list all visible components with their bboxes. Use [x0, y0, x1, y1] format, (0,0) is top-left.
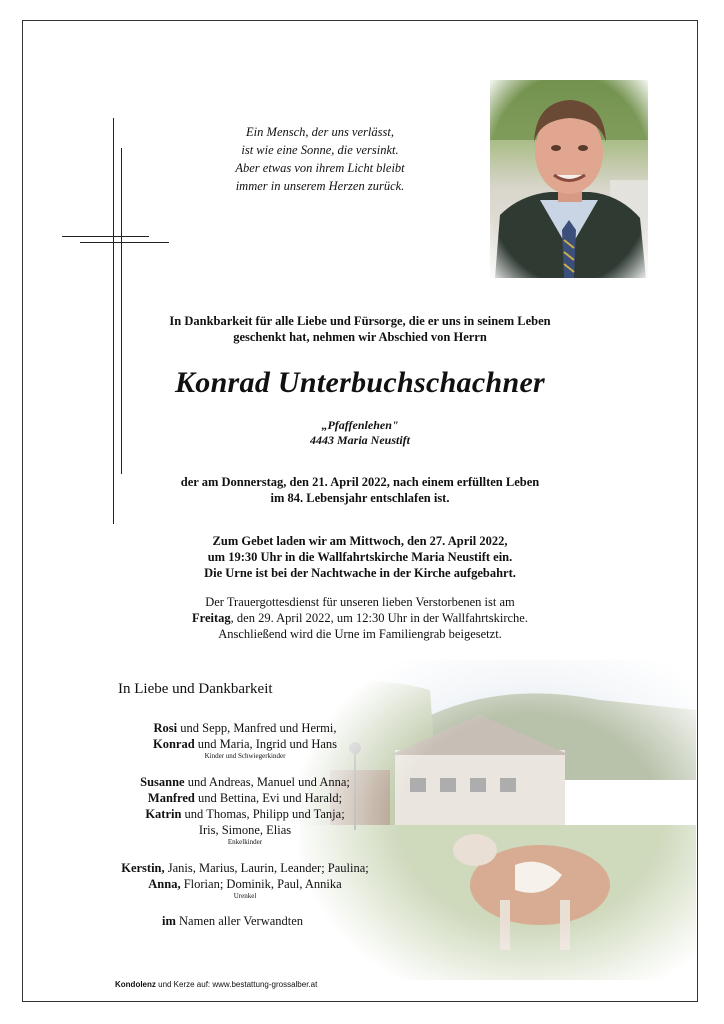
family-line: Susanne und Andreas, Manuel und Anna;	[140, 775, 350, 789]
farm-name: „Pfaffenlehen"	[321, 418, 399, 432]
deceased-name: Konrad Unterbuchschachner	[174, 366, 546, 399]
death-line: der am Donnerstag, den 21. April 2022, nach einem erfüllten Leben	[180, 475, 540, 489]
memorial-quote	[210, 123, 430, 195]
family-line: Manfred und Bettina, Evi und Harald;	[147, 791, 343, 805]
intro-line: geschenkt hat, nehmen wir Abschied von Herrn	[233, 330, 487, 344]
death-line: im 84. Lebensjahr entschlafen ist.	[270, 491, 450, 505]
family-line: Anna, Florian; Dominik, Paul, Annika	[148, 877, 342, 891]
quote-line: immer in unserem Herzen zurück.	[235, 179, 405, 193]
family-group-great-grandchildren	[100, 860, 390, 901]
mourners-heading: In Liebe und Dankbarkeit	[118, 681, 273, 697]
relation-label: Kinder und Schwiegerkinder	[204, 752, 286, 760]
quote-line: ist wie eine Sonne, die versinkt.	[241, 143, 399, 157]
family-group-grandchildren	[100, 774, 390, 847]
family-line: Rosi und Sepp, Manfred und Hermi,	[153, 721, 337, 735]
service-line: Freitag, den 29. April 2022, um 12:30 Uhr in der Wallfahrtskirche.	[192, 611, 528, 625]
deceased-address	[260, 418, 460, 448]
quote-line: Ein Mensch, der uns verlässt,	[246, 125, 394, 139]
relation-label: Enkelkinder	[227, 838, 263, 846]
prayer-line: Zum Gebet laden wir am Mittwoch, den 27. April 2022,	[212, 534, 508, 548]
intro-text	[150, 313, 570, 345]
family-line: Kerstin, Janis, Marius, Laurin, Leander; Paulina;	[121, 861, 369, 875]
closing-line: im Namen aller Verwandten	[162, 914, 304, 928]
death-notice	[150, 474, 570, 506]
family-line: Konrad und Maria, Ingrid und Hans	[152, 737, 338, 751]
portrait-photo	[490, 80, 648, 278]
condolence-footer: Kondolenz und Kerze auf: www.bestattung-grossalber.at	[115, 980, 318, 989]
prayer-line: um 19:30 Uhr in die Wallfahrtskirche Maria Neustift ein.	[207, 550, 513, 564]
service-line: Anschließend wird die Urne im Familiengrab beigesetzt.	[218, 627, 502, 641]
place-name: 4443 Maria Neustift	[309, 433, 410, 447]
quote-line: Aber etwas von ihrem Licht bleibt	[235, 161, 405, 175]
funeral-service-notice	[150, 594, 570, 642]
family-line: Iris, Simone, Elias	[198, 823, 292, 837]
intro-line: In Dankbarkeit für alle Liebe und Fürsorge, die er uns in seinem Leben	[169, 314, 551, 328]
prayer-notice	[150, 533, 570, 581]
family-group-children	[100, 720, 390, 761]
prayer-line: Die Urne ist bei der Nachtwache in der Kirche aufgebahrt.	[204, 566, 516, 580]
family-line: Katrin und Thomas, Philipp und Tanja;	[145, 807, 345, 821]
service-line: Der Trauergottesdienst für unseren lieben Verstorbenen ist am	[205, 595, 515, 609]
relation-label: Urenkel	[233, 892, 257, 900]
